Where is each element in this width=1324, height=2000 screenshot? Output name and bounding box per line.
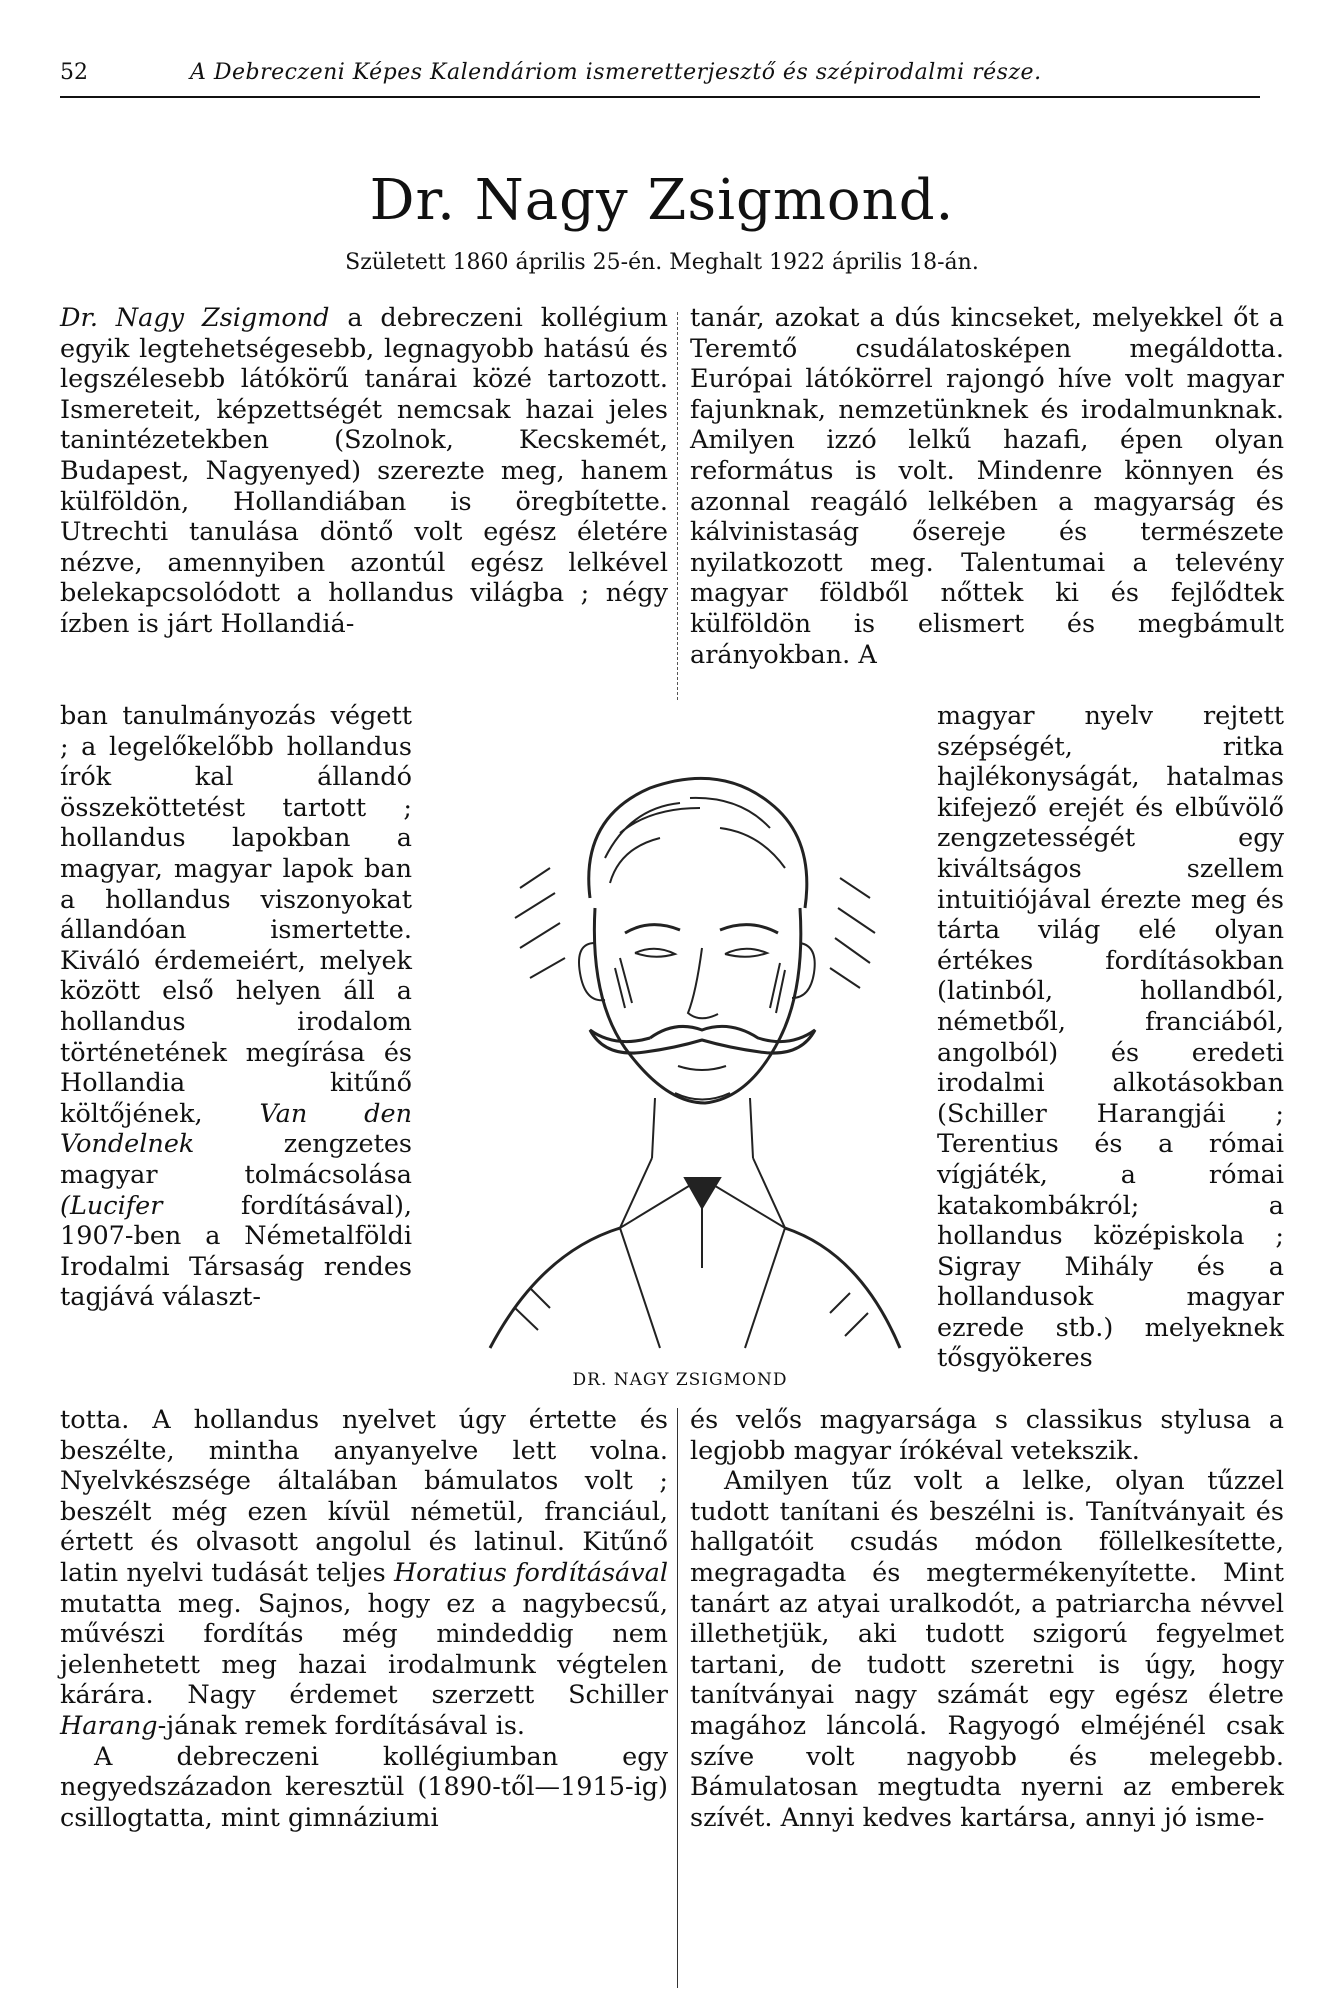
paragraph — [60, 1405, 668, 1742]
right-column-top — [690, 303, 1284, 670]
paragraph: Amilyen tűz volt a lelke, olyan tűzzel tudott tanítani és beszélni is. Tanítványait és hallgatóit csudás módon föllelkesítette, megragadta és megtermékenyítette. Mint tanárt az atyai uralkodót, a patriarcha névvel illethetjük, aki tudott szigorú fegyelmet tartani, de tudott szeretni is úgy, hogy tanítványai nagy számát egy egész életre magához láncolá. Ragyogó elméjénél csak szíve volt nagyobb és melegebb. Bámulatosan megtudta nyerni az emberek szívét. Annyi kedves kartársa, annyi jó isme- — [690, 1466, 1284, 1833]
header-rule — [60, 96, 1260, 98]
poet-name: Van den Vondelnek — [60, 1098, 412, 1160]
paragraph-text: ban tanulmányozás végett ; a legelőkelőbb hollandus írók kal állandó összeköttetést tartott ; hollandus lapokban a magyar, magyar lapok ban a hollandus viszonyokat állandóan ismertette. Kiváló érdemeiért, melyek között első helyen áll a hollandus irodalom történetének megírása és Hollandia kitűnő költőjének, — [60, 701, 412, 1129]
article-title: Dr. Nagy Zsigmond. — [369, 168, 955, 233]
work-title: Horatius fordításával — [393, 1557, 668, 1588]
left-column-narrow — [60, 701, 412, 1313]
work-title: Harang — [60, 1710, 158, 1741]
paragraph-text: totta. A hollandus nyelvet úgy értette és beszélte, mintha anyanyelve lett volna. Nyelvkészsége általában bámulatos volt ; beszélt még ezen kívül németül, franciául, értett és olvasott angolul és latinul. Kitűnő latin nyelvi tudását teljes — [60, 1405, 668, 1588]
paragraph — [60, 303, 668, 640]
engraved-portrait-icon — [420, 708, 940, 1358]
left-column-bottom — [60, 1405, 668, 1833]
page-number: 52 — [60, 60, 88, 85]
left-column-top — [60, 303, 668, 640]
paragraph — [60, 701, 412, 1313]
paragraph: magyar nyelv rejtett szépségét, ritka hajlékonyságát, hatalmas kifejező erejét és elbűvölő zengzetességét egy kiváltságos szellem intuitiójával érezte meg és tárta világ elé olyan értékes fordításokban (latinból, hollandból, németből, franciából, angolból) és eredeti irodalmi alkotásokban (Schiller Harangjái ; Terentius és a római vígjáték, a római katakombákról; a hollandus középiskola ; Sigray Mihály és a hollandusok magyar ezrede stb.) melyeknek tősgyökeres — [937, 701, 1284, 1374]
page-header — [60, 58, 1260, 98]
work-title: (Lucifer — [60, 1190, 163, 1221]
portrait-caption: DR. NAGY ZSIGMOND — [572, 1370, 788, 1390]
paragraph-text: zengzetes magyar tolmácsolása — [60, 1129, 412, 1190]
paragraph: A debreczeni kollégiumban egy negyedszázadon keresztül (1890-től—1915-ig) csillogtatta, mint gimnáziumi — [60, 1741, 668, 1833]
right-column-bottom — [690, 1405, 1284, 1833]
paragraph: és velős magyarsága s classikus stylusa a legjobb magyar írókéval vetekszik. — [690, 1405, 1284, 1466]
article-dates: Született 1860 április 25-én. Meghalt 1922 április 18-án. — [345, 250, 979, 275]
paragraph-text: mutatta meg. Sajnos, hogy ez a nagybecsű, művészi fordítás még mindeddig nem jelenhetett meg hazai irodalmunk végtelen kárára. Nagy érdemet szerzett Schiller — [60, 1588, 668, 1711]
paragraph-text: -jának remek fordításával is. — [157, 1710, 526, 1741]
column-divider-top — [677, 312, 678, 700]
paragraph: tanár, azokat a dús kincseket, melyekkel őt a Teremtő csudálatosképen megáldotta. Európai látókörrel rajongó híve volt magyar fajunknak, nemzetünknek és irodalmunknak. Amilyen izzó lelkű hazafi, épen olyan református is volt. Mindenre könnyen és azonnal reagáló lelkében a magyarság és kálvinistaság ősereje és természete nyilatkozott meg. Talentumai a televény magyar földből nőttek ki és fejlődtek külföldön is elismert és megbámult arányokban. A — [690, 303, 1284, 670]
paragraph-text: a debreczeni kollégium egyik legtehetségesebb, legnagyobb hatású és legszélesebb látókörű tanárai közé tartozott. Ismereteit, képzettségét nemcsak hazai jeles tanintézetekben (Szolnok, Kecskemét, Budapest, Nagyenyed) szerezte meg, hanem külföldön, Hollandiában is öregbítette. Utrechti tanulása döntő volt egész életére nézve, amennyiben azontúl egész lelkével belekapcsolódott a hollandus világba ; négy ízben is járt Hollandiá- — [60, 303, 668, 639]
right-column-narrow — [937, 701, 1284, 1374]
subject-name: Dr. Nagy Zsigmond — [60, 303, 330, 333]
running-title: A Debreczeni Képes Kalendáriom ismeretterjesztő és szépirodalmi része. — [190, 60, 1042, 85]
column-divider-bottom — [677, 1408, 678, 1988]
paragraph-text: fordításával), 1907-ben a Németalföldi Irodalmi Társaság rendes tagjává választ- — [60, 1190, 412, 1313]
